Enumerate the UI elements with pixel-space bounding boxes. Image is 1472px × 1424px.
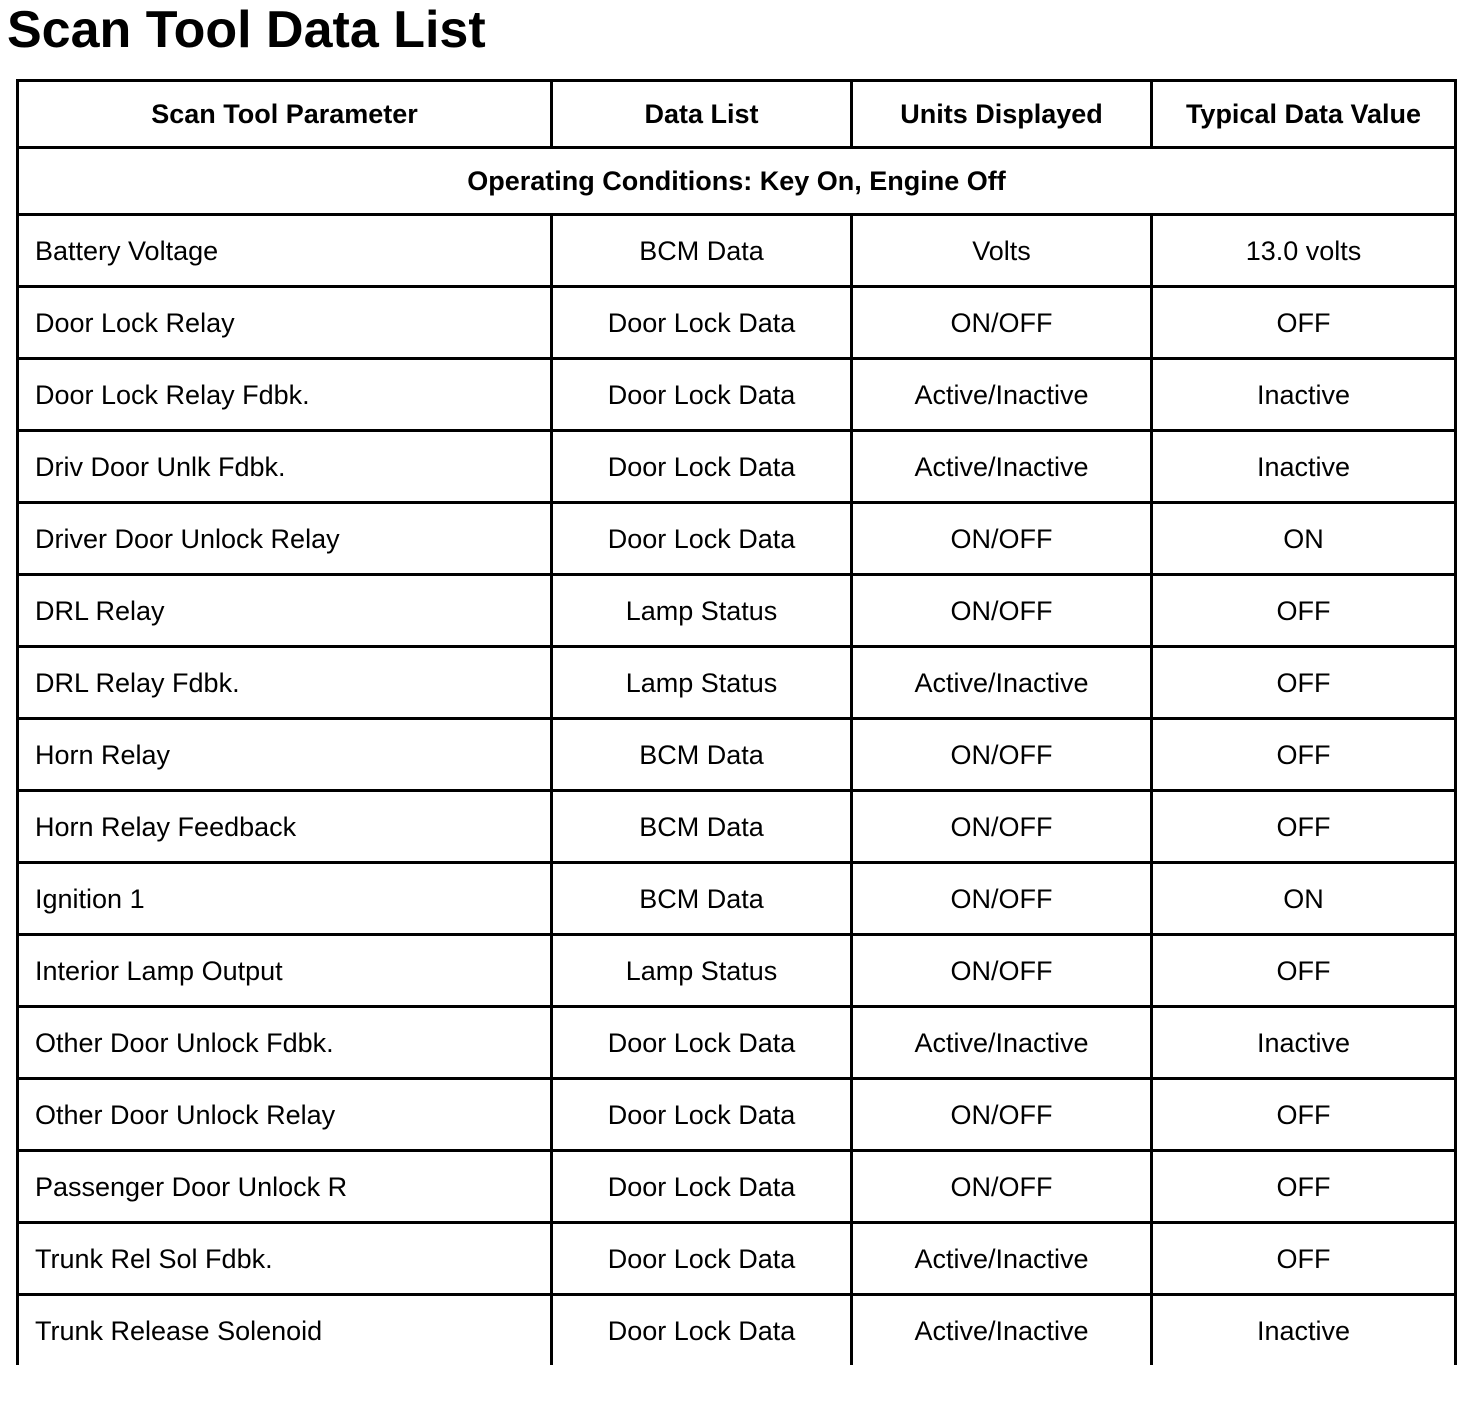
table-row [18, 1079, 1456, 1151]
cell-data-list: Door Lock Data [552, 1295, 852, 1366]
header-units-displayed: Units Displayed [852, 81, 1152, 148]
cell-units: ON/OFF [852, 719, 1152, 791]
cell-units: ON/OFF [852, 503, 1152, 575]
header-scan-tool-parameter: Scan Tool Parameter [18, 81, 552, 148]
cell-parameter: Battery Voltage [18, 215, 552, 287]
cell-typical-value: OFF [1152, 647, 1456, 719]
section-label: Operating Conditions: Key On, Engine Off [18, 148, 1456, 215]
cell-typical-value: OFF [1152, 287, 1456, 359]
cell-parameter: Other Door Unlock Relay [18, 1079, 552, 1151]
table-row [18, 1295, 1456, 1366]
cell-data-list: Lamp Status [552, 647, 852, 719]
cell-typical-value: OFF [1152, 575, 1456, 647]
cell-units: ON/OFF [852, 1079, 1152, 1151]
cell-typical-value: OFF [1152, 1223, 1456, 1295]
cell-data-list: Door Lock Data [552, 503, 852, 575]
header-data-list: Data List [552, 81, 852, 148]
cell-data-list: Door Lock Data [552, 1007, 852, 1079]
cell-units: ON/OFF [852, 575, 1152, 647]
table-row [18, 1007, 1456, 1079]
page-title: Scan Tool Data List [7, 1, 486, 59]
cell-units: ON/OFF [852, 935, 1152, 1007]
cell-data-list: BCM Data [552, 215, 852, 287]
table-row [18, 575, 1456, 647]
table-row [18, 935, 1456, 1007]
cell-units: ON/OFF [852, 1151, 1152, 1223]
cell-typical-value: OFF [1152, 791, 1456, 863]
table-row [18, 863, 1456, 935]
cell-parameter: Driver Door Unlock Relay [18, 503, 552, 575]
cell-units: Active/Inactive [852, 359, 1152, 431]
table-row [18, 503, 1456, 575]
cell-units: Active/Inactive [852, 1007, 1152, 1079]
table-header-row [18, 81, 1456, 148]
cell-units: Volts [852, 215, 1152, 287]
cell-parameter: Horn Relay [18, 719, 552, 791]
table-row [18, 719, 1456, 791]
cell-data-list: Door Lock Data [552, 359, 852, 431]
cell-data-list: BCM Data [552, 863, 852, 935]
cell-parameter: Interior Lamp Output [18, 935, 552, 1007]
cell-data-list: Lamp Status [552, 575, 852, 647]
cell-typical-value: OFF [1152, 935, 1456, 1007]
section-row [18, 148, 1456, 215]
table-row [18, 1223, 1456, 1295]
cell-units: ON/OFF [852, 791, 1152, 863]
cell-units: ON/OFF [852, 863, 1152, 935]
cell-typical-value: Inactive [1152, 1007, 1456, 1079]
cell-data-list: Door Lock Data [552, 1223, 852, 1295]
cell-parameter: Trunk Release Solenoid [18, 1295, 552, 1366]
cell-typical-value: ON [1152, 863, 1456, 935]
cell-units: Active/Inactive [852, 1223, 1152, 1295]
cell-typical-value: OFF [1152, 1079, 1456, 1151]
cell-units: Active/Inactive [852, 1295, 1152, 1366]
cell-parameter: Trunk Rel Sol Fdbk. [18, 1223, 552, 1295]
scan-tool-data-table [16, 79, 1457, 1365]
cell-data-list: Door Lock Data [552, 287, 852, 359]
table-row [18, 359, 1456, 431]
cell-data-list: Lamp Status [552, 935, 852, 1007]
cell-data-list: Door Lock Data [552, 1079, 852, 1151]
cell-parameter: Ignition 1 [18, 863, 552, 935]
cell-typical-value: OFF [1152, 719, 1456, 791]
cell-typical-value: Inactive [1152, 1295, 1456, 1366]
cell-data-list: BCM Data [552, 791, 852, 863]
cell-units: Active/Inactive [852, 431, 1152, 503]
cell-data-list: BCM Data [552, 719, 852, 791]
cell-typical-value: OFF [1152, 1151, 1456, 1223]
cell-data-list: Door Lock Data [552, 431, 852, 503]
cell-parameter: DRL Relay Fdbk. [18, 647, 552, 719]
cell-typical-value: Inactive [1152, 431, 1456, 503]
table-row [18, 431, 1456, 503]
table-row [18, 1151, 1456, 1223]
cell-parameter: Horn Relay Feedback [18, 791, 552, 863]
cell-units: ON/OFF [852, 287, 1152, 359]
cell-typical-value: 13.0 volts [1152, 215, 1456, 287]
cell-parameter: Door Lock Relay [18, 287, 552, 359]
header-typical-data-value: Typical Data Value [1152, 81, 1456, 148]
cell-parameter: Other Door Unlock Fdbk. [18, 1007, 552, 1079]
cell-parameter: Door Lock Relay Fdbk. [18, 359, 552, 431]
cell-parameter: Driv Door Unlk Fdbk. [18, 431, 552, 503]
cell-data-list: Door Lock Data [552, 1151, 852, 1223]
cell-typical-value: ON [1152, 503, 1456, 575]
table-row [18, 215, 1456, 287]
cell-parameter: DRL Relay [18, 575, 552, 647]
cell-units: Active/Inactive [852, 647, 1152, 719]
cell-typical-value: Inactive [1152, 359, 1456, 431]
table-row [18, 791, 1456, 863]
table-row [18, 647, 1456, 719]
table-row [18, 287, 1456, 359]
cell-parameter: Passenger Door Unlock R [18, 1151, 552, 1223]
